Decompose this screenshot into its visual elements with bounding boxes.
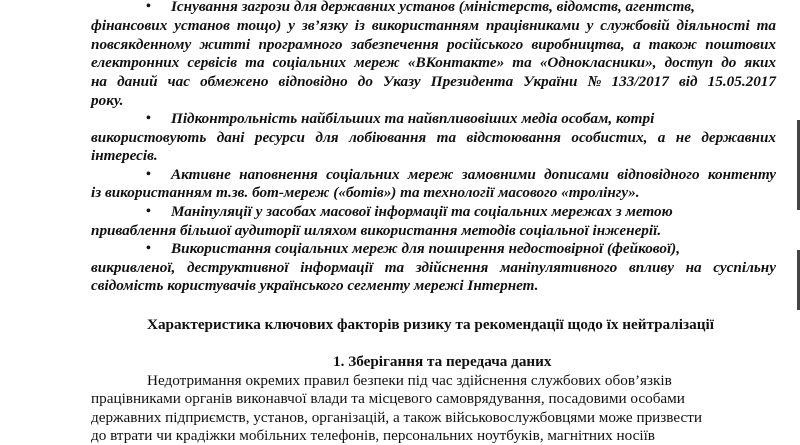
bullet-marker: •	[146, 241, 151, 256]
bullet-5-line-2: викривленої, деструктивної інформації та здійснення маніпулятивного впливу на суспільну	[91, 259, 776, 276]
bullet-3-line-2: із використанням т.зв. бот-мереж («ботів») та технології масового «тролінгу».	[91, 184, 640, 201]
bullet-2-line-2: використовують дані ресурси для лобіювання та відстоювання особистих, а не державних	[91, 129, 776, 146]
bullet-1-line-5: на даний час обмежено відповідно до Указу Президента України № 133/2017 від 15.05.2017	[91, 73, 776, 90]
section-heading: Характеристика ключових факторів ризику та рекомендації щодо їх нейтралізації	[147, 316, 714, 333]
bullet-marker: •	[146, 204, 151, 219]
subsection-heading: 1. Зберігання та передача даних	[333, 353, 552, 370]
bullet-marker: •	[146, 0, 151, 14]
bullet-5-line-1: Використання соціальних мереж для поширення недостовірної (фейкової),	[171, 240, 681, 257]
bullet-3-line-1: Активне наповнення соціальних мереж замовними дописами відповідного контенту	[171, 166, 776, 183]
bullet-2-line-1: Підконтрольність найбільших та найвпливовіших медіа особам, котрі	[171, 110, 655, 127]
paragraph-line-2: працівниками органів виконавчої влади та місцевого самоврядування, посадовими особами	[91, 390, 685, 407]
paragraph-line-1: Недотримання окремих правил безпеки під час здійснення службових обов’язків	[147, 372, 672, 389]
bullet-1-line-4: електронних сервісів та соціальних мереж «ВКонтакте» та «Однокласники», доступ до яких	[91, 54, 776, 71]
bullet-1-line-6: року.	[91, 92, 124, 109]
bullet-4-line-2: приваблення більшої аудиторії шляхом використання методів соціальної інженерії.	[91, 222, 662, 239]
bullet-2-line-3: інтересів.	[91, 147, 158, 164]
paragraph-line-4: до втрати чи крадіжки мобільних телефонів, персональних ноутбуків, магнітних носіїв	[91, 427, 655, 444]
bullet-4-line-1: Маніпуляції у засобах масової інформації та соціальних мережах з метою	[171, 203, 673, 220]
bullet-1-line-1: Існування загрози для державних установ (міністерств, відомств, агентств,	[171, 0, 695, 15]
bullet-marker: •	[146, 167, 151, 182]
bullet-1-line-3: повсякденному житті програмного забезпечення російського виробництва, а також поштових	[91, 36, 776, 53]
bullet-marker: •	[146, 111, 151, 126]
bullet-1-line-2: фінансових установ тощо) у зв’язку із використанням працівниками у службовій діяльності та	[91, 17, 776, 34]
bullet-5-line-3: свідомість користувачів українського сегменту мережі Інтернет.	[91, 277, 539, 294]
paragraph-line-3: державних підприємств, установ, організацій, а також військовослужбовцями може призвести	[91, 409, 703, 426]
